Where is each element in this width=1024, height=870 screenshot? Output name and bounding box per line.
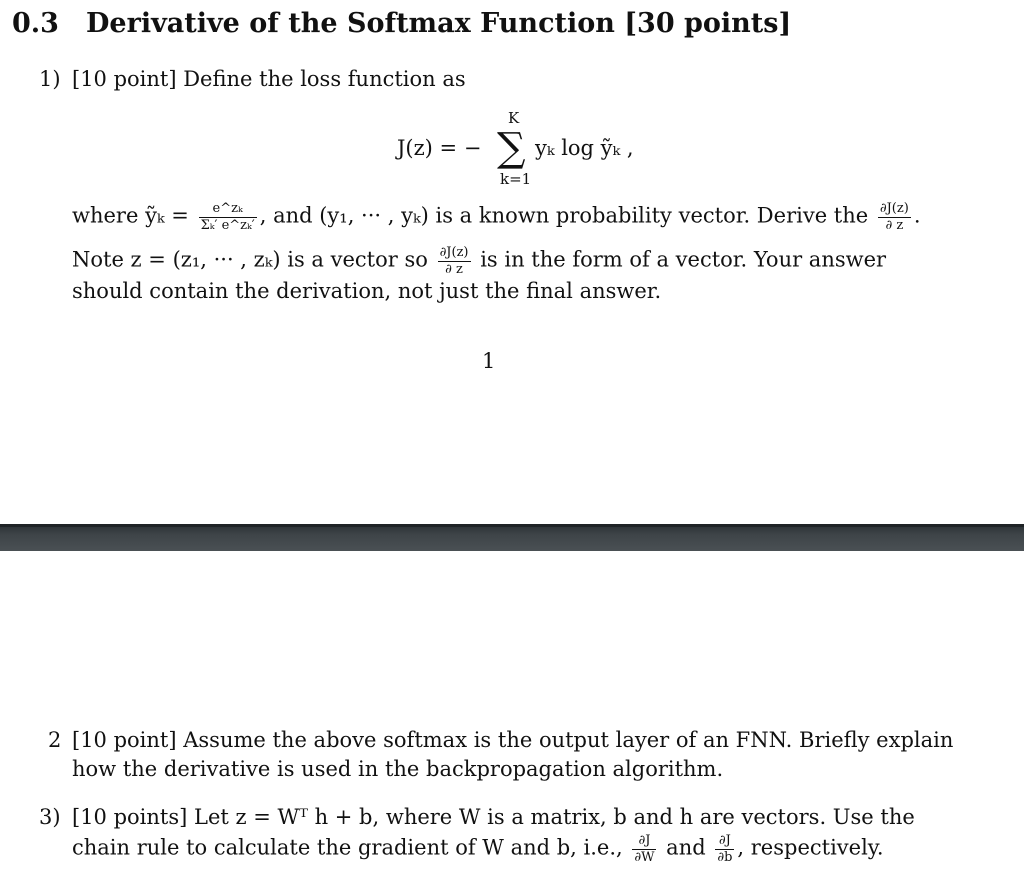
note-prefix: Note z = (z₁, ··· , zₖ) is a vector so: [72, 247, 428, 272]
gradient-w-denominator: ∂W: [634, 849, 655, 865]
q3-line2: [72, 834, 884, 864]
q2-line1: [10 point] Assume the above softmax is the output layer of an FNN. Briefly explain: [72, 728, 954, 752]
note-derivative-fraction: [438, 246, 471, 276]
q2-line2: how the derivative is used in the backpropagation algorithm.: [72, 757, 724, 781]
summation-symbol: ∑: [497, 125, 526, 171]
where-middle: , and (y₁, ··· , yₖ) is a known probability vector. Derive the: [259, 203, 869, 228]
page-number: 1: [482, 349, 496, 373]
softmax-fraction: [199, 202, 257, 232]
q3-line2-suffix: , respectively.: [737, 835, 884, 860]
softmax-denominator: Σₖ′ e^zₖ′: [200, 217, 255, 233]
derivative-denominator: ∂ z: [885, 217, 904, 233]
gradient-b-fraction: [715, 834, 734, 864]
gradient-b-denominator: ∂b: [717, 849, 733, 865]
equation-lhs: J(z) = −: [397, 136, 482, 160]
page-divider-edge: [0, 524, 1024, 527]
q1-line3: should contain the derivation, not just the final answer.: [72, 279, 662, 303]
q1-intro: [10 point] Define the loss function as: [72, 67, 466, 91]
derivative-numerator: ∂J(z): [879, 201, 909, 216]
q1-where-line: where ỹₖ = $\frac{\text{e\textasciicircum{}zₖ}}{\text{Σₖ′ e\textasciicircum{}zₖ′}}$ , and (y₁, ··· , yₖ) is a known probability vector. Derive the $\frac{\partial J(z)}{\partial z}$ .: [72, 201, 921, 233]
q3-label: 3): [39, 805, 61, 829]
softmax-numerator: e^zₖ: [199, 202, 257, 218]
sum-upper-limit: K: [508, 109, 520, 127]
derivative-fraction: [878, 202, 911, 232]
section-number: 0.3: [12, 8, 59, 39]
note-derivative-numerator: ∂J(z): [439, 245, 469, 260]
q3-line1: [10 points] Let z = Wᵀ h + b, where W is a matrix, b and h are vectors. Use the: [72, 805, 915, 829]
gradient-w-fraction: [632, 834, 656, 864]
equation-rhs: yₖ log ỹₖ ,: [535, 136, 634, 160]
page-divider: [0, 524, 1024, 551]
gradient-w-numerator: ∂J: [632, 834, 656, 850]
q3-line2-prefix: chain rule to calculate the gradient of W and b, i.e.,: [72, 835, 623, 860]
section-title: Derivative of the Softmax Function [30 points]: [86, 8, 792, 39]
note-derivative-denominator: ∂ z: [445, 261, 463, 277]
q2-label: 2: [48, 728, 62, 752]
gradient-b-numerator: ∂J: [715, 834, 734, 850]
sum-lower-limit: k=1: [500, 170, 532, 188]
where-prefix: where ỹₖ =: [72, 203, 189, 228]
q1-note-line: [72, 246, 886, 276]
q1-label: 1): [39, 67, 61, 91]
note-suffix: is in the form of a vector. Your answer: [480, 247, 887, 272]
q3-and-word: and: [666, 835, 706, 860]
